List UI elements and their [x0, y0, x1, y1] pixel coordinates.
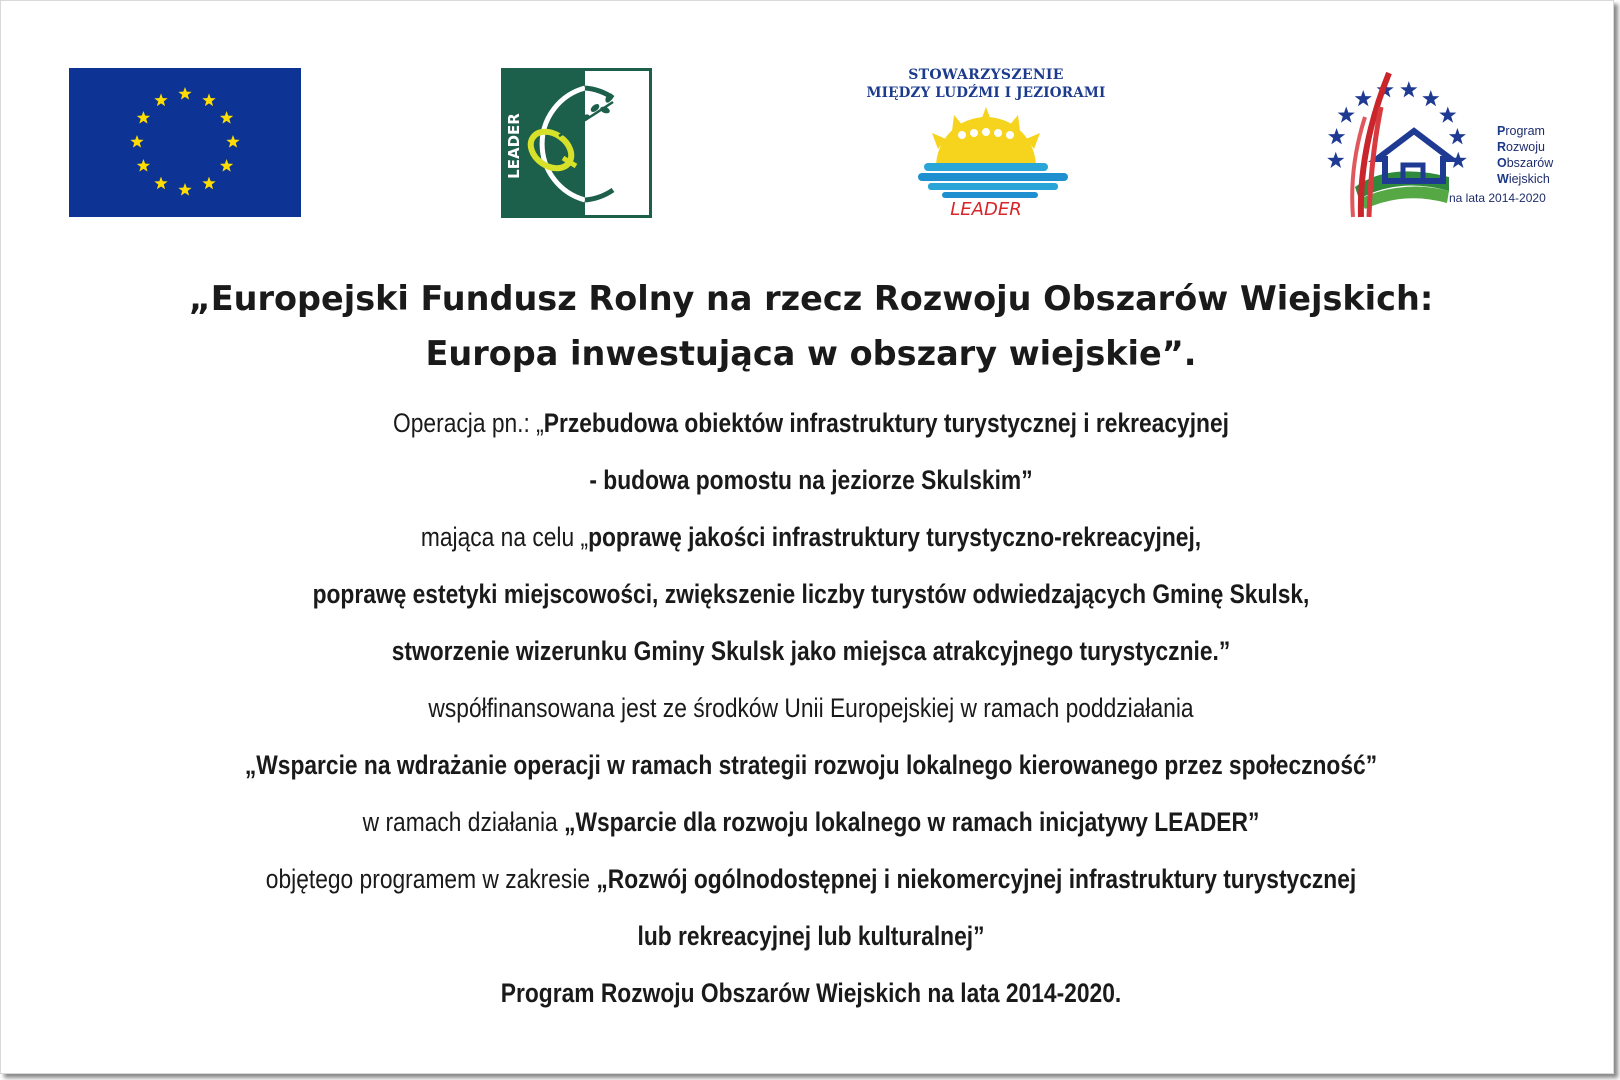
leader-logo: [501, 68, 652, 218]
prow-star-icon: [1328, 128, 1345, 144]
prow-star-icon: [1327, 152, 1344, 168]
prow-title: [1497, 123, 1553, 187]
leader-logo-icon: [501, 68, 652, 218]
prow-line-1: [1497, 123, 1553, 139]
prow-rest-2: ozwoju: [1506, 140, 1545, 154]
scope-label: objętego programem w zakresie: [265, 864, 597, 894]
operation-name-line-1: [132, 408, 1491, 439]
action-label: w ramach działania: [362, 807, 565, 837]
subaction-text: „Wsparcie na wdrażanie operacji w ramach strategii rozwoju lokalnego kierowanego przez społeczność”: [244, 750, 1378, 780]
operation-label: Operacja pn.: „: [393, 408, 544, 438]
prow-cap-2: R: [1497, 140, 1507, 154]
goal-text-2: poprawę estetyki miejscowości, zwiększenie liczby turystów odwiedzających Gminę Skulsk,: [312, 579, 1310, 609]
goal-text-3: stworzenie wizerunku Gminy Skulsk jako miejsca atrakcyjnego turystycznie.”: [391, 636, 1231, 666]
prow-rest-1: rogram: [1505, 124, 1545, 138]
goal-line-2: [132, 579, 1491, 610]
prow-line-3: [1497, 155, 1553, 171]
operation-title-cont: - budowa pomostu na jeziorze Skulskim”: [589, 465, 1033, 495]
operation-title: Przebudowa obiektów infrastruktury turystycznej i rekreacyjnej: [543, 408, 1229, 438]
program-line: [132, 978, 1491, 1009]
action-line: [132, 807, 1491, 838]
prow-logo: [1319, 67, 1559, 222]
cofinancing-text: współfinansowana jest ze środków Unii Europejskiej w ramach poddziałania: [428, 693, 1194, 723]
scope-text-2: lub rekreacyjnej lub kulturalnej”: [637, 921, 985, 951]
prow-cap-3: O: [1497, 156, 1507, 170]
prow-star-icon: [1400, 81, 1417, 97]
prow-star-icon: [1449, 128, 1466, 144]
subaction-line: [132, 750, 1491, 781]
eu-flag-icon: [69, 68, 301, 217]
program-text: Program Rozwoju Obszarów Wiejskich na lata 2014-2020.: [500, 978, 1122, 1008]
prow-star-icon: [1439, 106, 1456, 122]
lgd-title-line2: MIĘDZY LUDŹMI I JEZIORAMI: [866, 85, 1106, 101]
headline-line-1: „Europejski Fundusz Rolny na rzecz Rozwoju Obszarów Wiejskich:: [188, 279, 1434, 318]
headline-line-2: Europa inwestująca w obszary wiejskie”.: [425, 334, 1197, 373]
prow-cap-1: P: [1497, 124, 1506, 138]
prow-line-2: [1497, 139, 1553, 155]
goal-line-1: [132, 522, 1491, 553]
prow-star-icon: [1355, 90, 1372, 106]
prow-cap-4: W: [1497, 172, 1509, 186]
lgd-logo: [846, 63, 1126, 223]
prow-star-icon: [1338, 106, 1355, 122]
lgd-sun-lake-logo-icon: [846, 105, 1126, 225]
operation-name-line-2: [132, 465, 1491, 496]
lgd-title-line1: STOWARZYSZENIE: [908, 67, 1064, 83]
prow-line-4: [1497, 171, 1553, 187]
cofinancing-line: [132, 693, 1491, 724]
scope-line-1: [132, 864, 1491, 895]
goal-text-1: poprawę jakości infrastruktury turystyczno-rekreacyjnej,: [588, 522, 1202, 552]
goal-label: mająca na celu „: [420, 522, 589, 552]
goal-line-3: [132, 636, 1491, 667]
lgd-wordmark: LEADER: [950, 199, 1022, 220]
prow-years: na lata 2014-2020: [1449, 191, 1546, 205]
prow-rest-4: iejskich: [1508, 172, 1550, 186]
eu-flag-logo: [69, 68, 301, 217]
action-text: „Wsparcie dla rozwoju lokalnego w ramach inicjatywy LEADER”: [564, 807, 1260, 837]
prow-star-icon: [1422, 90, 1439, 106]
leader-logo-text: LEADER: [505, 113, 523, 179]
prow-rest-3: bszarów: [1506, 156, 1554, 170]
scope-line-2: [132, 921, 1491, 952]
scope-text-1: „Rozwój ogólnodostępnej i niekomercyjnej infrastruktury turystycznej: [596, 864, 1357, 894]
